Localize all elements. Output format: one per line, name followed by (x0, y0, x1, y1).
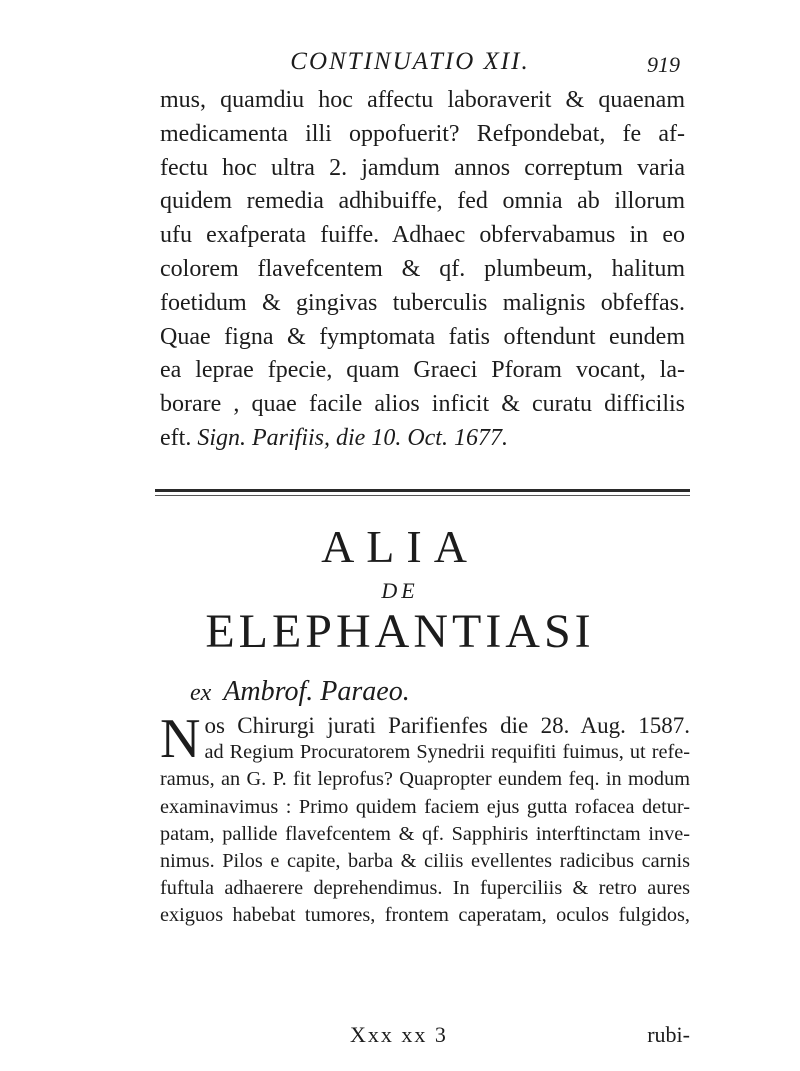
text-line: ea leprae fpecie, quam Graeci Pforam vocant, la- (160, 357, 685, 384)
drop-cap: N (160, 708, 201, 770)
source-line (190, 676, 630, 708)
text-line: mus, quamdiu hoc affectu laboraverit & quaenam (160, 87, 685, 113)
entry-paragraph (160, 708, 690, 930)
signature-mark: Xxx xx 3 (350, 1022, 448, 1047)
signature-date: Sign. Parifiis, die 10. Oct. 1677. (197, 424, 508, 451)
text-line: quidem remedia adhibuiffe, fed omnia ab illorum (160, 188, 685, 215)
line-prefix: eft. (160, 424, 198, 451)
catchword: rubi- (647, 1022, 690, 1047)
continuation-paragraph (160, 84, 685, 456)
text-line: examinavimus : Primo quidem faciem ejus gutta rofacea detur- (160, 795, 690, 818)
text-line: colorem flavefcentem & qf. plumbeum, halitum (160, 255, 685, 282)
text-line: fectu hoc ultra 2. jamdum annos correptum varia (160, 154, 685, 181)
page-number: 919 (647, 52, 680, 77)
text-line: medicamenta illi oppofuerit? Refpondebat, fe af- (160, 120, 685, 147)
text-line: borare , quae facile alios inficit & curatu difficilis (160, 391, 685, 418)
text-line: ufu exafperata fuiffe. Adhaec obfervabamus in eo (160, 222, 685, 249)
text-line: ad Regium Procuratorem Synedrii requifiti fuimus, ut refe- (204, 741, 690, 764)
text-line: patam, pallide flavefcentem & qf. Sapphiris interftinctam inve- (160, 822, 690, 845)
text-line: os Chirurgi jurati Parifienfes die 28. Aug. 1587. (204, 713, 690, 738)
section-heading: ELEPHANTIASI (205, 605, 595, 658)
section-rule-thin (155, 495, 690, 496)
text-line: Quae figna & fymptomata fatis oftendunt eundem (160, 323, 685, 350)
source-prefix: ex (190, 680, 212, 706)
section-rule (155, 489, 690, 492)
running-title: CONTINUATIO XII. (290, 48, 530, 75)
text-line: ramus, an G. P. fit leprofus? Quapropter eundem feq. in modum (160, 768, 690, 791)
de-label: DE (381, 578, 419, 603)
text-line: nimus. Pilos e capite, barba & ciliis evellentes radicibus carnis (160, 850, 690, 873)
text-line: fuftula adhaerere deprehendimus. In fuperciliis & retro aures (160, 877, 690, 900)
text-line: foetidum & gingivas tuberculis malignis obfeffas. (160, 289, 685, 316)
running-head (0, 48, 800, 88)
source-author: Ambrof. Paraeo. (223, 676, 410, 707)
text-line: exiguos habebat tumores, frontem caperatam, oculos fulgidos, (160, 904, 690, 927)
alia-title: ALIA (321, 521, 479, 572)
text-line-last (160, 422, 685, 456)
